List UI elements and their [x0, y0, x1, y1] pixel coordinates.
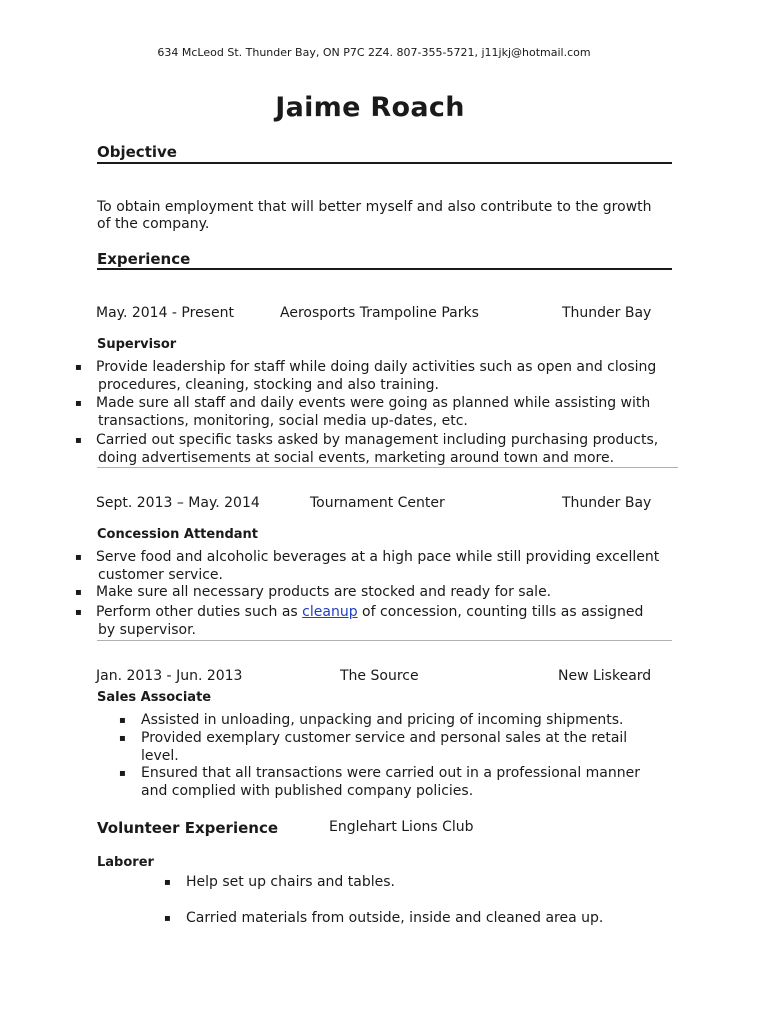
- job-bullet-line: Provide leadership for staff while doing daily activities such as open and closing: [96, 359, 657, 375]
- job-bullet-line: Serve food and alcoholic beverages at a high pace while still providing excellent: [96, 549, 660, 565]
- volunteer-bullet: Carried materials from outside, inside and cleaned area up.: [186, 910, 604, 926]
- job-bullet-line: [96, 604, 643, 622]
- job-bullet-line: Provided exemplary customer service and personal sales at the retail: [141, 730, 628, 746]
- bullet-icon: ▪: [164, 913, 171, 924]
- job-bullet-line: by supervisor.: [98, 622, 196, 638]
- job-employer: The Source: [340, 668, 419, 684]
- volunteer-title: Laborer: [97, 855, 154, 870]
- bullet-icon: ▪: [75, 607, 82, 618]
- bullet-text: Perform other duties such as: [96, 604, 298, 620]
- bullet-icon: ▪: [119, 715, 126, 726]
- job-divider: [97, 640, 672, 641]
- cleanup-link[interactable]: cleanup: [302, 604, 358, 620]
- objective-heading: Objective: [97, 143, 177, 161]
- bullet-icon: ▪: [75, 398, 82, 409]
- bullet-text: of concession, counting tills as assigned: [362, 604, 644, 620]
- job-employer: Tournament Center: [310, 495, 445, 511]
- objective-rule: [97, 162, 672, 164]
- job-dates: May. 2014 - Present: [96, 305, 234, 321]
- job-bullet-line: Make sure all necessary products are stocked and ready for sale.: [96, 584, 552, 600]
- job-bullet-line: level.: [141, 748, 179, 764]
- volunteer-bullet: Help set up chairs and tables.: [186, 874, 395, 890]
- job-bullet-line: Ensured that all transactions were carried out in a professional manner: [141, 765, 640, 781]
- bullet-icon: ▪: [119, 733, 126, 744]
- job-employer: Aerosports Trampoline Parks: [280, 305, 479, 321]
- volunteer-organization: Englehart Lions Club: [329, 819, 474, 835]
- job-location: Thunder Bay: [562, 305, 652, 321]
- job-bullet-line: Made sure all staff and daily events were going as planned while assisting with: [96, 395, 651, 411]
- experience-heading: Experience: [97, 250, 191, 268]
- volunteer-heading: Volunteer Experience: [97, 819, 279, 837]
- job-divider: [97, 467, 678, 468]
- contact-line: 634 McLeod St. Thunder Bay, ON P7C 2Z4. 807-355-5721, j11jkj@hotmail.com: [157, 46, 591, 59]
- job-title: Concession Attendant: [97, 527, 259, 542]
- job-location: Thunder Bay: [562, 495, 652, 511]
- job-bullet-line: Assisted in unloading, unpacking and pricing of incoming shipments.: [141, 712, 624, 728]
- job-bullet-line: procedures, cleaning, stocking and also training.: [98, 377, 439, 393]
- job-title: Supervisor: [97, 337, 177, 352]
- bullet-icon: ▪: [75, 587, 82, 598]
- applicant-name: Jaime Roach: [275, 92, 465, 123]
- job-bullet-line: doing advertisements at social events, marketing around town and more.: [98, 450, 615, 466]
- objective-line-2: of the company.: [97, 216, 210, 232]
- job-bullet-line: and complied with published company policies.: [141, 783, 474, 799]
- job-dates: Jan. 2013 - Jun. 2013: [96, 668, 243, 684]
- bullet-icon: ▪: [75, 552, 82, 563]
- bullet-icon: ▪: [164, 877, 171, 888]
- job-dates: Sept. 2013 – May. 2014: [96, 495, 260, 511]
- objective-line-1: To obtain employment that will better myself and also contribute to the growth: [97, 199, 652, 215]
- bullet-icon: ▪: [75, 435, 82, 446]
- job-title: Sales Associate: [97, 690, 212, 705]
- bullet-icon: ▪: [75, 362, 82, 373]
- job-bullet-line: transactions, monitoring, social media up-dates, etc.: [98, 413, 468, 429]
- bullet-icon: ▪: [119, 768, 126, 779]
- job-bullet-line: Carried out specific tasks asked by management including purchasing products,: [96, 432, 659, 448]
- experience-rule: [97, 268, 672, 270]
- job-location: New Liskeard: [558, 668, 652, 684]
- job-bullet-line: customer service.: [98, 567, 223, 583]
